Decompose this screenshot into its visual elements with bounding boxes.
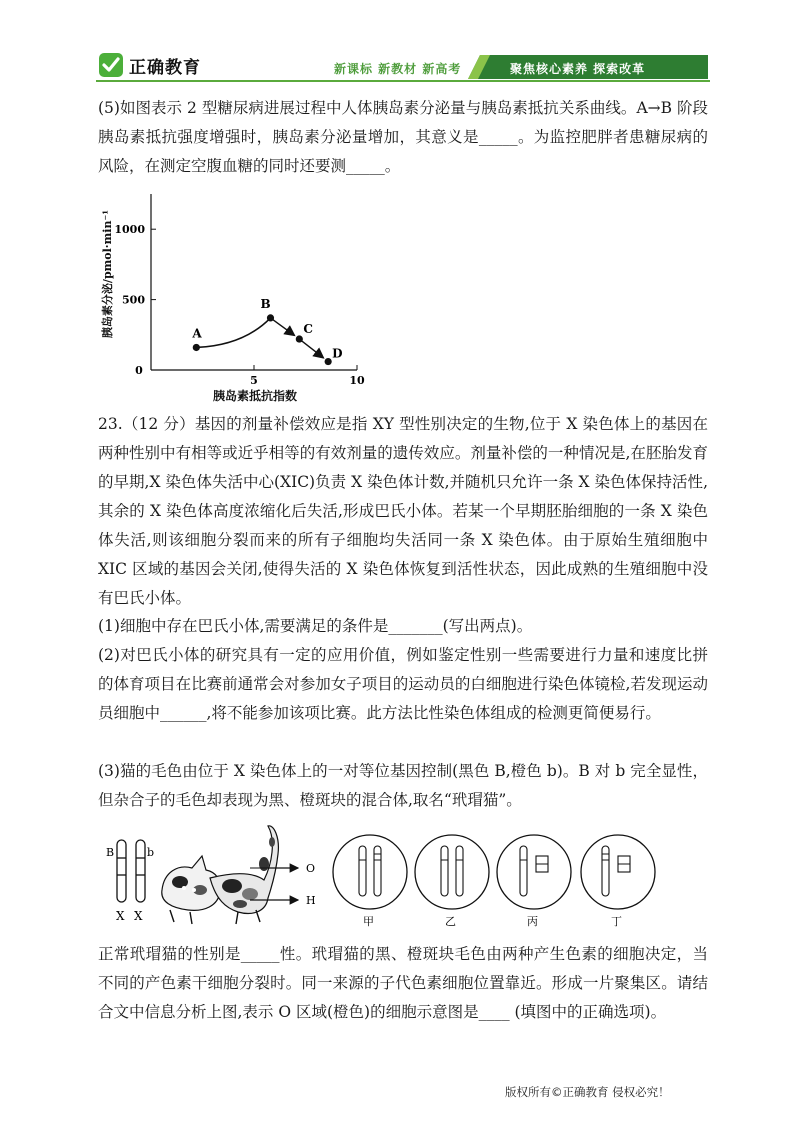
point-label-b: B [260,296,271,311]
x-axis-label: 胰岛素抵抗指数 [212,389,298,403]
x-chromosome-pair [117,840,145,902]
cat-chromosome-figure [100,820,660,930]
point-label-d: D [332,346,343,361]
cell-label-bing: 丙 [527,915,538,928]
data-point-b [267,314,274,321]
brand-logo [98,52,201,78]
insulin-chart [95,188,375,408]
point-label-c: C [303,322,313,337]
q23-part3-continued: 正常玳瑁猫的性别是_____性。玳瑁猫的黑、橙斑块毛色由两种产生色素的细胞决定，当不同的产色素干细胞分裂时。同一来源的子代色素细胞位置靠近。形成一片聚集区。请结合文中信息分析上图,表示 O 区域(橙色)的细胞示意图是____ (填图中的正确选项)。 [98,945,708,1021]
arrow-b-c [270,318,294,336]
cell-bing [497,835,571,909]
curve-a-b [196,318,270,348]
brand-name: 正确教育 [129,57,201,78]
y-tick-label: 500 [122,293,145,307]
calico-cat-illustration [162,826,279,924]
cell-label-yi: 乙 [445,915,456,928]
cell-ding [581,835,655,909]
q23-part1: (1)细胞中存在巴氏小体,需要满足的条件是_______(写出两点)。 [98,617,533,635]
copyright-footer: 版权所有©正确教育 侵权必究！ [505,1085,670,1099]
x-tick-label: 5 [250,374,258,387]
data-point-c [296,335,303,342]
header-divider [96,80,710,82]
cell-jia [333,835,407,909]
slogan-right: 聚焦核心素养 探索改革 [510,62,646,76]
slogan-left: 新课标 新教材 新高考 [334,62,462,76]
q23-part3: (3)猫的毛色由位于 X 染色体上的一对等位基因控制(黑色 B,橙色 b)。B 对 b 完全显性，但杂合子的毛色却表现为黑、橙斑块的混合体,取名“玳瑁猫”。 [98,762,708,809]
arrow-c-d [299,339,323,358]
checkmark-icon [98,52,124,78]
chrom-label-1: X [116,909,125,923]
y-axis-label: 胰岛素分泌/pmol·min⁻¹ [101,209,114,339]
allele-lower-b-label: b [147,846,155,859]
y-tick-label: 1000 [114,223,145,237]
data-point-a [193,344,200,351]
cell-yi [415,835,489,909]
point-label-a: A [192,326,202,341]
cell-label-ding: 丁 [611,915,622,928]
x-tick-label: 10 [349,374,365,387]
region-o-label: O [306,862,316,875]
cell-label-jia: 甲 [363,915,374,928]
data-point-d [325,358,332,365]
x-tick-label: 0 [135,364,143,377]
allele-b-label: B [106,846,115,859]
q22-part5-text: (5)如图表示 2 型糖尿病进展过程中人体胰岛素分泌量与胰岛素抵抗关系曲线。A→B 阶段胰岛素抵抗强度增强时，胰岛素分泌量增加，其意义是_____。为监控肥胖者患糖尿病的风险，在测定空腹血糖的同时还要测_____。 [98,99,708,175]
page-header [0,0,800,90]
q23-intro: 23.（12 分）基因的剂量补偿效应是指 XY 型性别决定的生物,位于 X 染色体上的基因在两种性别中有相等或近乎相等的有效剂量的遗传效应。剂量补偿的一种情况是,在胚胎发育的早期,X 染色体失活中心(XIC)负责 X 染色体计数,并随机只允许一条 X 染色体保持活性,其余的 X 染色体高度浓缩化后失活,形成巴氏小体。若某一个早期胚胎细胞的一条 X 染色体失活,则该细胞分裂而来的所有子细胞均失活同一条 X 染色体。由于原始生殖细胞中 XIC 区域的基因会关闭,使得失活的 X 染色体恢复到活性状态，因此成熟的生殖细胞中没有巴氏小体。 [98,415,708,607]
chrom-label-2: X [134,909,143,923]
q23-part2: (2)对巴氏小体的研究具有一定的应用价值，例如鉴定性别一些需要进行力量和速度比拼的体育项目在比赛前通常会对参加女子项目的运动员的白细胞进行染色体镜检,若发现运动员细胞中______,将不能参加该项比赛。此方法比性染色体组成的检测更简便易行。 [98,646,708,722]
region-h-label: H [306,894,316,907]
